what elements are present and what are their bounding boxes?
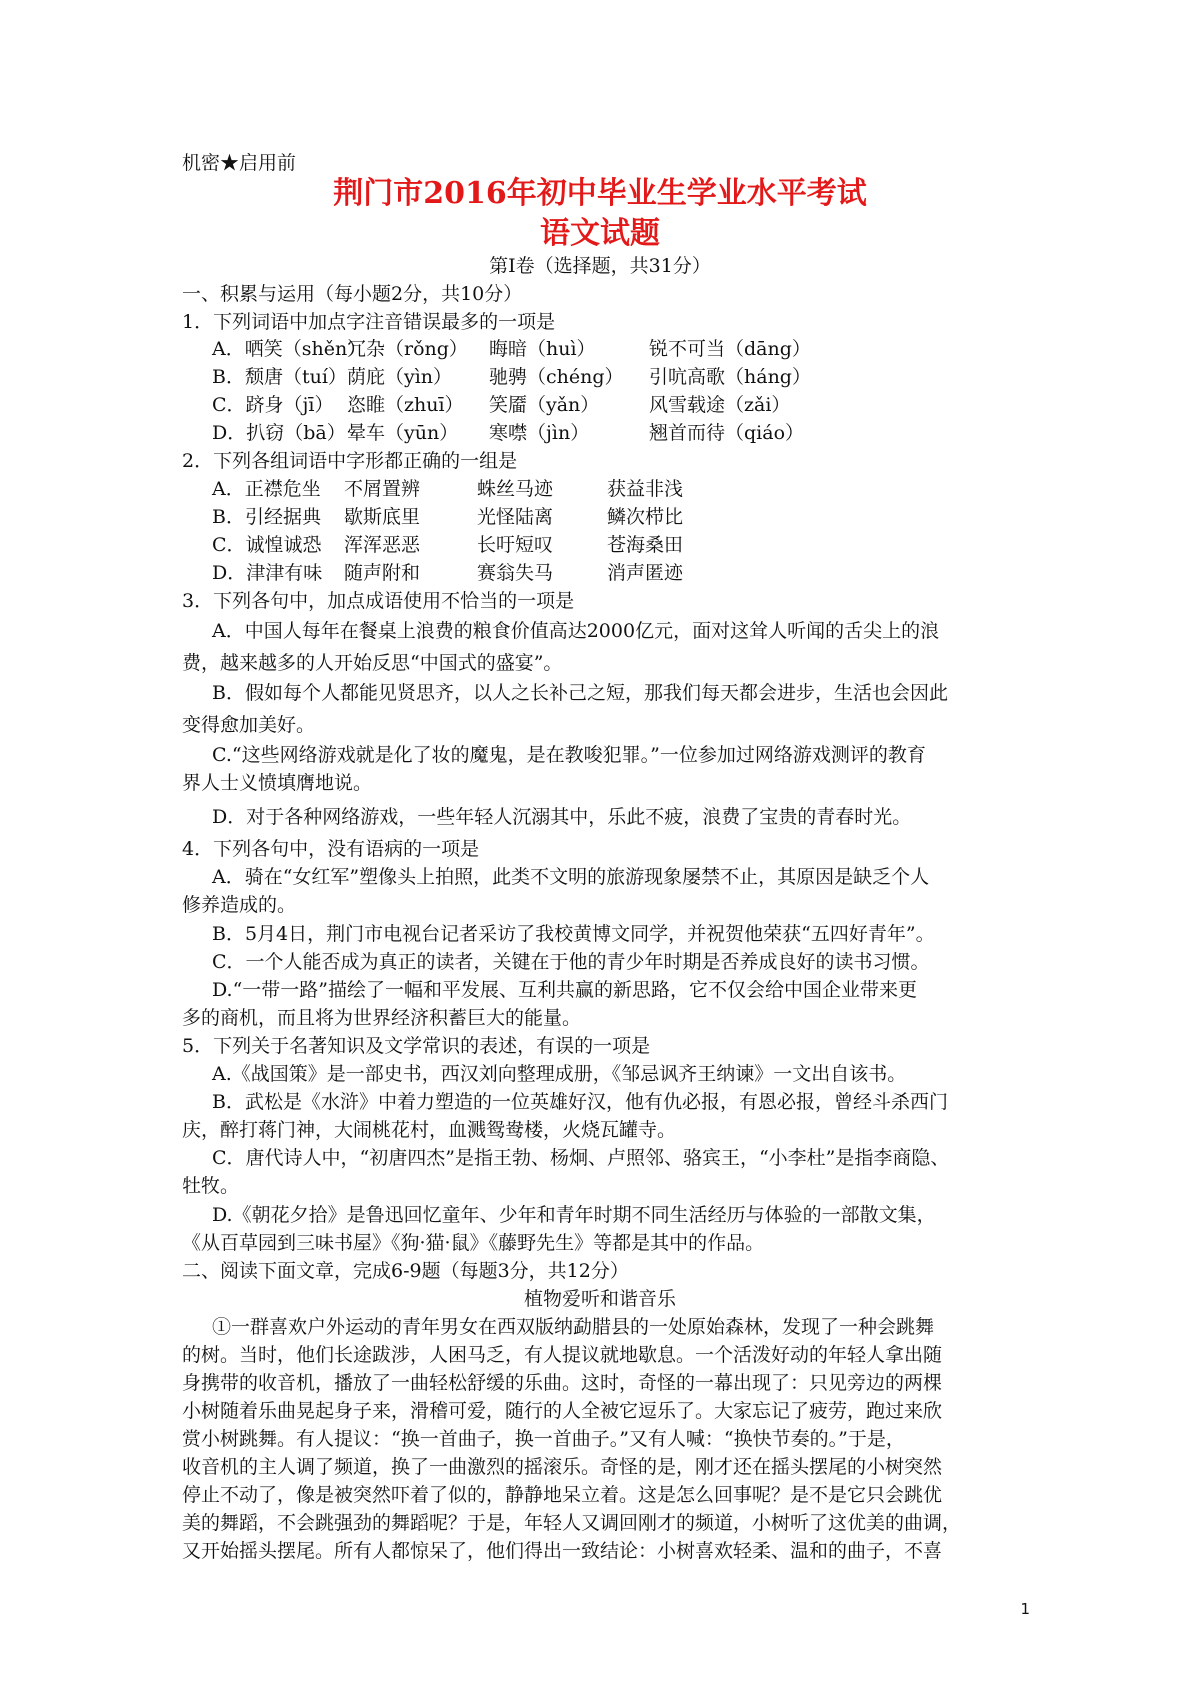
q4-option-d: D.“一带一路”描绘了一幅和平发展、互利共赢的新思路，它不仅会给中国企业带来更 xyxy=(212,979,918,1001)
q3-option-a-cont: 费，越来越多的人开始反思“中国式的盛宴”。 xyxy=(182,652,563,674)
question-1-stem: 1．下列词语中加点字注音错误最多的一项是 xyxy=(182,311,556,333)
article-line: 的树。当时，他们长途跋涉，人困马乏，有人提议就地歇息。一个活泼好动的年轻人拿出随 xyxy=(182,1344,943,1366)
question-2-stem: 2．下列各组词语中字形都正确的一组是 xyxy=(182,450,518,472)
article-title: 植物爱听和谐音乐 xyxy=(523,1288,676,1310)
q2-option-a: A．正襟危坐 不屑置辨 蛛丝马迹 获益非浅 xyxy=(212,478,684,500)
q1-option-d: D．扒窃（bā）晕车（yūn） 寒噤（jìn） 翘首而待（qiáo） xyxy=(212,422,805,444)
q1-option-c: C．跻身（jī） 恣睢（zhuī） 笑靥（yǎn） 风雪载途（zǎi） xyxy=(212,394,791,416)
q3-option-c: C.“这些网络游戏就是化了妆的魔鬼，是在教唆犯罪。”一位参加过网络游戏测评的教育 xyxy=(212,744,926,766)
question-4-stem: 4．下列各句中，没有语病的一项是 xyxy=(182,838,480,860)
question-3-stem: 3．下列各句中，加点成语使用不恰当的一项是 xyxy=(182,590,575,612)
article-line: 赏小树跳舞。有人提议：“换一首曲子，换一首曲子。”又有人喊：“换快节奏的。”于是， xyxy=(182,1428,905,1450)
q2-option-c: C．诚惶诚恐 浑浑恶恶 长吁短叹 苍海桑田 xyxy=(212,534,684,556)
exam-title: 荆门市2016年初中毕业生学业水平考试 xyxy=(333,176,867,211)
q2-option-d: D．津津有味 随声附和 赛翁失马 消声匿迹 xyxy=(212,562,684,584)
page-number: 1 xyxy=(1020,1600,1030,1618)
article-line: ①一群喜欢户外运动的青年男女在西双版纳勐腊县的一处原始森林，发现了一种会跳舞 xyxy=(212,1316,935,1338)
q3-option-d: D．对于各种网络游戏，一些年轻人沉溺其中，乐此不疲，浪费了宝贵的青春时光。 xyxy=(212,806,912,828)
q4-option-a-cont: 修养造成的。 xyxy=(182,894,297,916)
q5-option-d-cont: 《从百草园到三味书屋》《狗·猫·鼠》《藤野先生》等都是其中的作品。 xyxy=(182,1232,765,1254)
article-line: 小树随着乐曲晃起身子来，滑稽可爱，随行的人全被它逗乐了。大家忘记了疲劳，跑过来欣 xyxy=(182,1400,943,1422)
q5-option-a: A.《战国策》是一部史书，西汉刘向整理成册，《邹忌讽齐王纳谏》一文出自该书。 xyxy=(212,1063,907,1085)
q4-option-b: B．5月4日，荆门市电视台记者采访了我校黄博文同学，并祝贺他荣获“五四好青年”。 xyxy=(212,923,935,945)
q3-option-a: A．中国人每年在餐桌上浪费的粮食价值高达2000亿元，面对这耸人听闻的舌尖上的浪 xyxy=(212,620,940,642)
q1-option-a: A．哂笑（shěn）冗杂（rǒng） 晦暗（huì） 锐不可当（dāng） xyxy=(212,338,811,360)
article-line: 收音机的主人调了频道，换了一曲激烈的摇滚乐。奇怪的是，刚才还在摇头摆尾的小树突然 xyxy=(182,1456,943,1478)
q1-option-b: B．颓唐（tuí）荫庇（yìn） 驰骋（chéng） 引吭高歌（háng） xyxy=(212,366,811,388)
section-heading-2: 二、阅读下面文章，完成6-9题（每题3分，共12分） xyxy=(182,1260,629,1282)
q5-option-c: C．唐代诗人中，“初唐四杰”是指王勃、杨炯、卢照邻、骆宾王，“小李杜”是指李商隐、 xyxy=(212,1147,950,1169)
q4-option-a: A．骑在“女红军”塑像头上拍照，此类不文明的旅游现象屡禁不止，其原因是缺乏个人 xyxy=(212,866,930,888)
article-line: 美的舞蹈，不会跳强劲的舞蹈呢？于是，年轻人又调回刚才的频道，小树听了这优美的曲调， xyxy=(182,1512,962,1534)
q3-option-b-cont: 变得愈加美好。 xyxy=(182,714,316,736)
q4-option-c: C．一个人能否成为真正的读者，关键在于他的青少年时期是否养成良好的读书习惯。 xyxy=(212,951,930,973)
q4-option-d-cont: 多的商机，而且将为世界经济积蓄巨大的能量。 xyxy=(182,1007,582,1029)
q3-option-c-cont: 界人士义愤填膺地说。 xyxy=(182,772,373,794)
article-line: 又开始摇头摆尾。所有人都惊呆了，他们得出一致结论：小树喜欢轻柔、温和的曲子，不喜 xyxy=(182,1540,943,1562)
confidential-label: 机密★启用前 xyxy=(182,152,297,174)
q2-option-b: B．引经据典 歇斯底里 光怪陆离 鳞次栉比 xyxy=(212,506,684,528)
section-heading-1: 一、积累与运用（每小题2分，共10分） xyxy=(182,283,523,305)
question-5-stem: 5．下列关于名著知识及文学常识的表述，有误的一项是 xyxy=(182,1035,651,1057)
q5-option-d: D.《朝花夕拾》是鲁迅回忆童年、少年和青年时期不同生活经历与体验的一部散文集， xyxy=(212,1204,936,1226)
exam-subtitle: 语文试题 xyxy=(540,216,660,251)
part-heading: 第Ⅰ卷（选择题，共31分） xyxy=(489,255,711,277)
q5-option-b-cont: 庆，醉打蒋门神，大闹桃花村，血溅鸳鸯楼，火烧瓦罐寺。 xyxy=(182,1119,677,1141)
article-line: 身携带的收音机，播放了一曲轻松舒缓的乐曲。这时，奇怪的一幕出现了：只见旁边的两棵 xyxy=(182,1372,943,1394)
q3-option-b: B．假如每个人都能见贤思齐，以人之长补己之短，那我们每天都会进步，生活也会因此 xyxy=(212,682,948,704)
q5-option-b: B．武松是《水浒》中着力塑造的一位英雄好汉，他有仇必报，有恩必报，曾经斗杀西门 xyxy=(212,1091,948,1113)
article-line: 停止不动了，像是被突然吓着了似的，静静地呆立着。这是怎么回事呢？是不是它只会跳优 xyxy=(182,1484,943,1506)
q5-option-c-cont: 牡牧。 xyxy=(182,1175,240,1197)
